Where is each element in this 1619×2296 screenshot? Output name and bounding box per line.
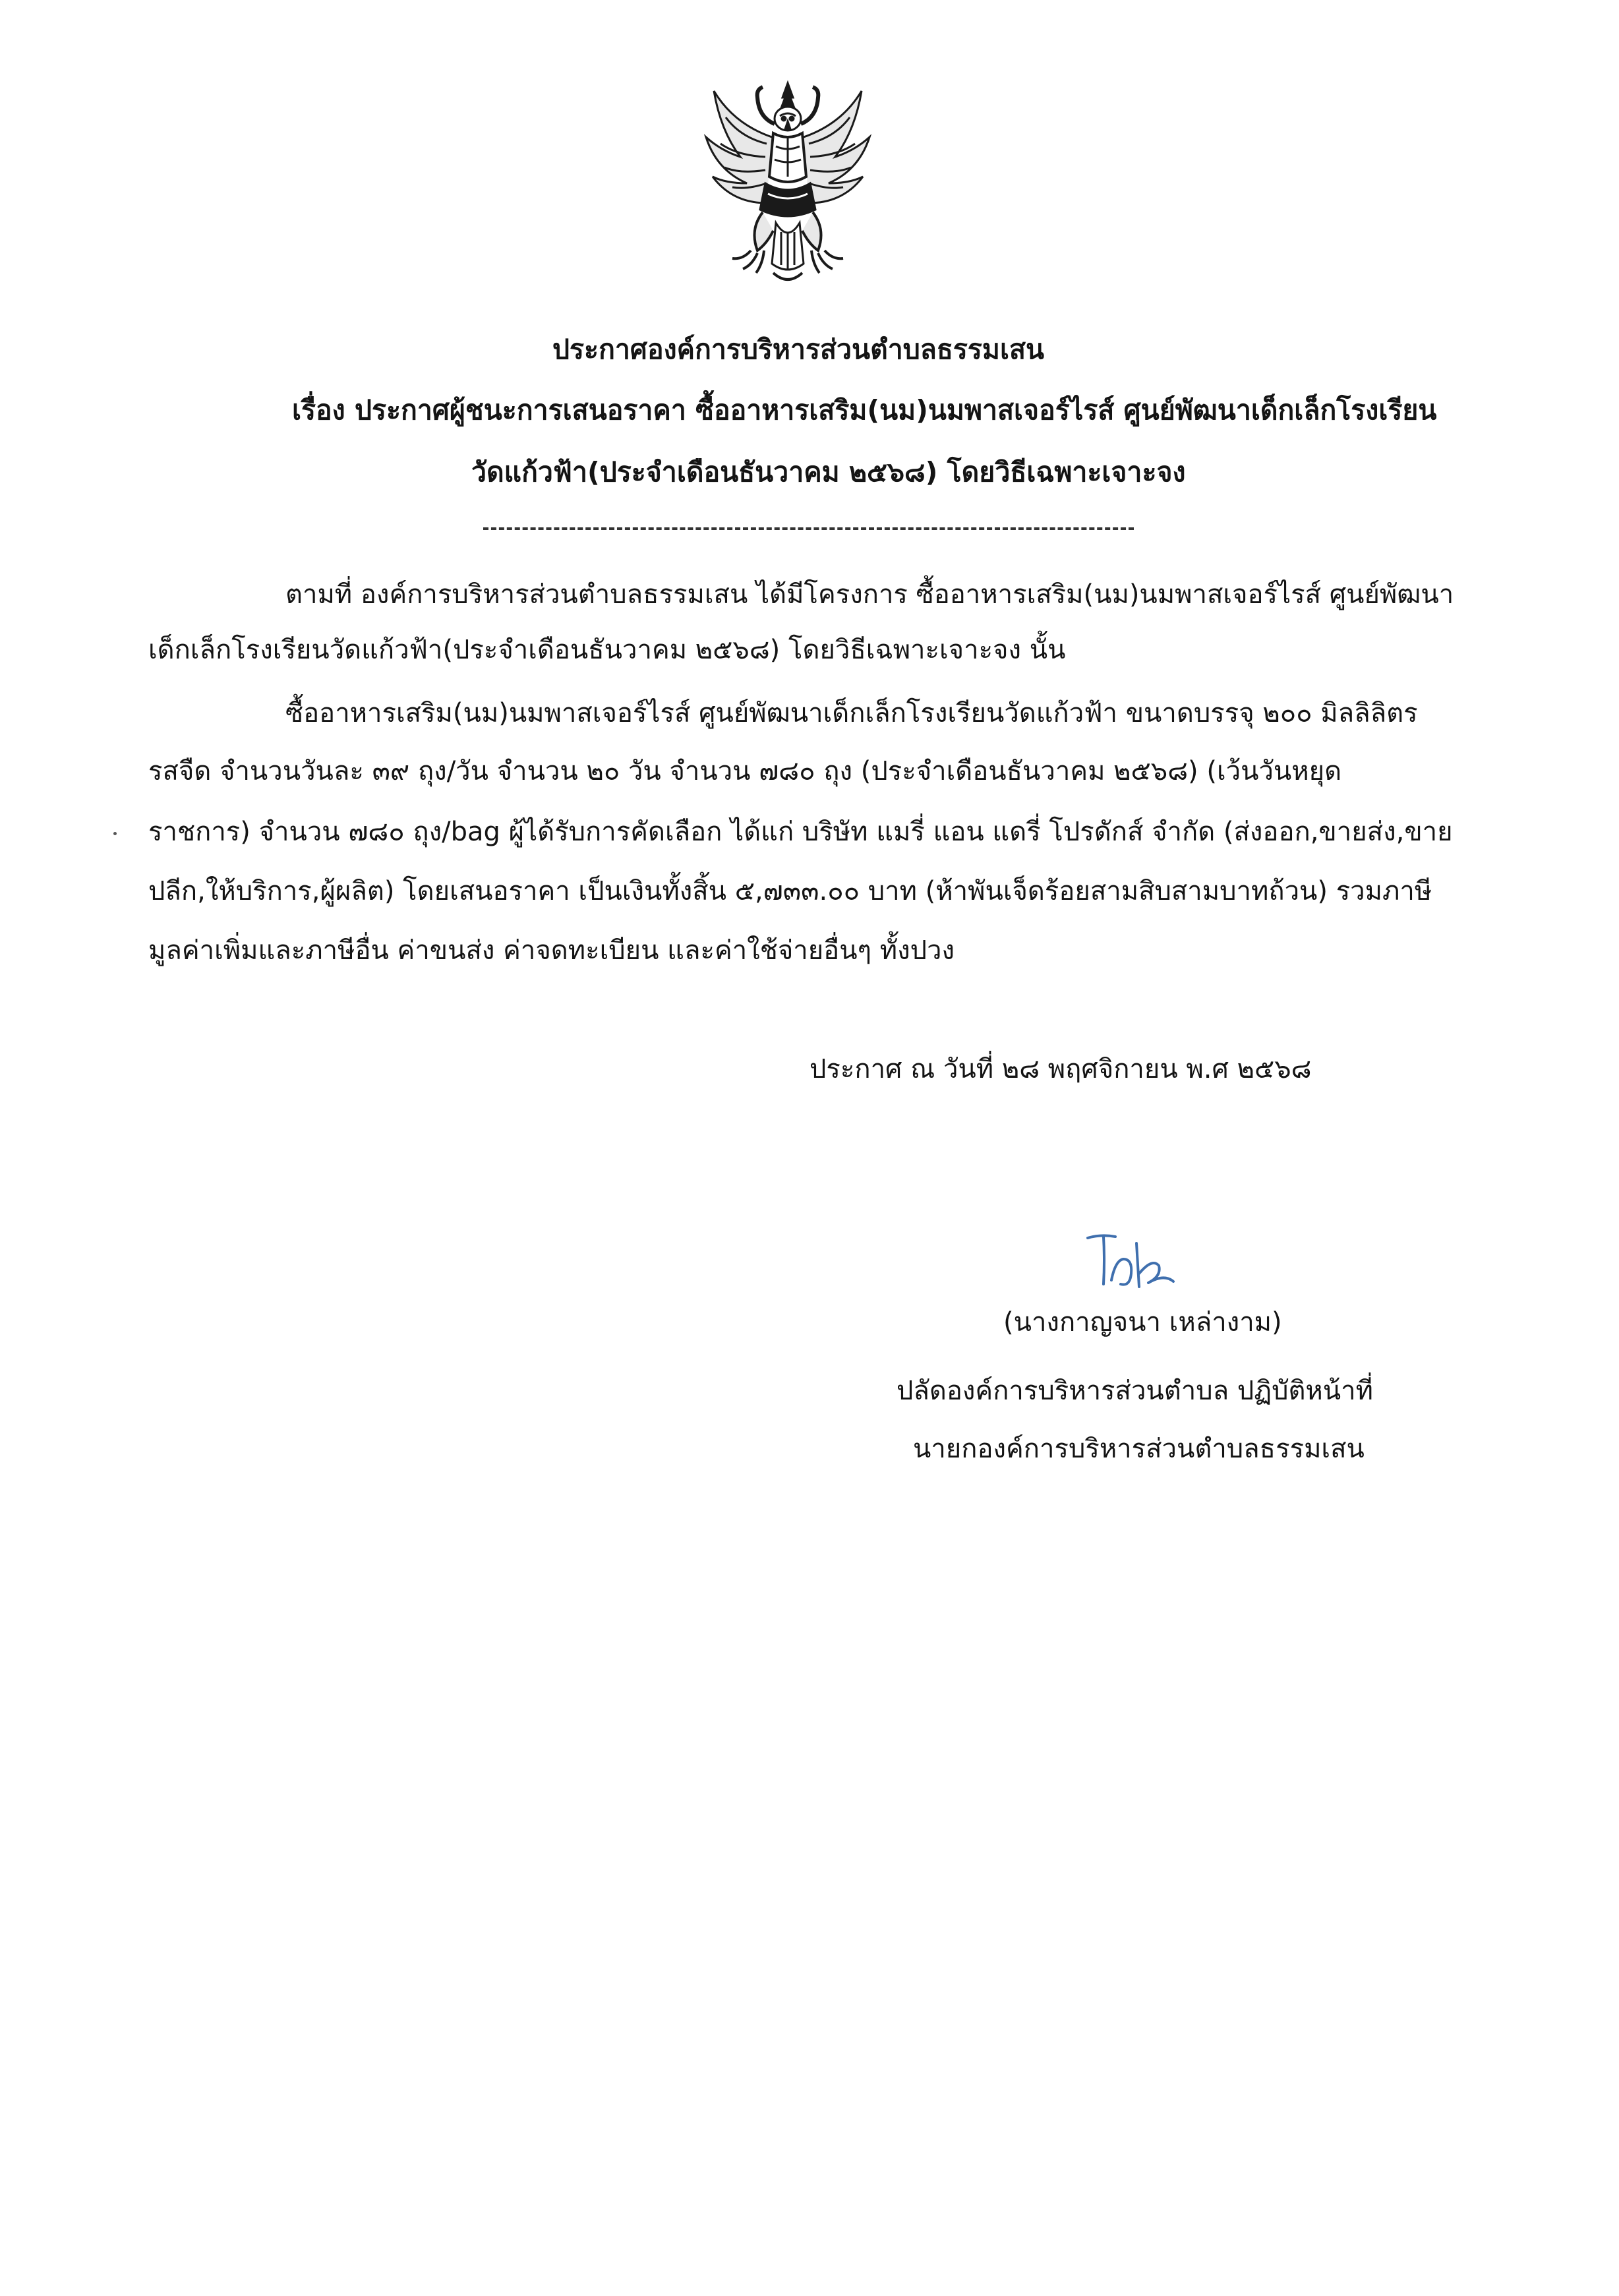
paragraph-1-line-2: เด็กเล็กโรงเรียนวัดแก้วฟ้า(ประจำเดือนธันวาคม ๒๕๖๘) โดยวิธีเฉพาะเจาะจง นั้น (148, 635, 1066, 665)
scan-speck (113, 832, 117, 835)
signatory-name: (นางกาญจนา เหล่างาม) (1003, 1307, 1282, 1338)
announcement-subject-line-2: วัดแก้วฟ้า(ประจำเดือนธันวาคม ๒๕๖๘) โดยวิธีเฉพาะเจาะจง (471, 456, 1186, 488)
header-divider (483, 527, 1134, 530)
paragraph-2-line-2: รสจืด จำนวนวันละ ๓๙ ถุง/วัน จำนวน ๒๐ วัน จำนวน ๗๘๐ ถุง (ประจำเดือนธันวาคม ๒๕๖๘) (เว้นวันหยุด (148, 756, 1342, 786)
paragraph-2-line-5: มูลค่าเพิ่มและภาษีอื่น ค่าขนส่ง ค่าจดทะเบียน และค่าใช้จ่ายอื่นๆ ทั้งปวง (148, 935, 955, 966)
announcement-date: ประกาศ ณ วันที่ ๒๘ พฤศจิกายน พ.ศ ๒๕๖๘ (810, 1054, 1312, 1084)
signatory-position-line-1: ปลัดองค์การบริหารส่วนตำบล ปฏิบัติหน้าที่ (897, 1376, 1373, 1406)
handwritten-signature (1074, 1227, 1206, 1300)
paragraph-1-line-1: ตามที่ องค์การบริหารส่วนตำบลธรรมเสน ได้มีโครงการ ซื้ออาหารเสริม(นม)นมพาสเจอร์ไรส์ ศูนย์พัฒนา (285, 579, 1454, 610)
paragraph-2-line-3: ราชการ) จำนวน ๗๘๐ ถุง/bag ผู้ได้รับการคัดเลือก ได้แก่ บริษัท แมรี่ แอน แดรี่ โปรดักส์ จำกัด (ส่งออก,ขายส่ง,ขาย (148, 817, 1453, 847)
paragraph-2-line-1: ซื้ออาหารเสริม(นม)นมพาสเจอร์ไรส์ ศูนย์พัฒนาเด็กเล็กโรงเรียนวัดแก้วฟ้า ขนาดบรรจุ ๒๐๐ มิลลิลิตร (285, 698, 1418, 728)
announcement-subject-line-1: เรื่อง ประกาศผู้ชนะการเสนอราคา ซื้ออาหารเสริม(นม)นมพาสเจอร์ไรส์ ศูนย์พัฒนาเด็กเล็กโรงเรียน (292, 394, 1437, 426)
announcement-org-title: ประกาศองค์การบริหารส่วนตำบลธรรมเสน (552, 334, 1045, 365)
signatory-position-line-2: นายกองค์การบริหารส่วนตำบลธรรมเสน (913, 1434, 1365, 1464)
garuda-emblem-icon (694, 78, 881, 290)
paragraph-2-line-4: ปลีก,ให้บริการ,ผู้ผลิต) โดยเสนอราคา เป็นเงินทั้งสิ้น ๕,๗๓๓.๐๐ บาท (ห้าพันเจ็ดร้อยสามสิบสามบาทถ้วน) รวมภาษี (148, 876, 1432, 906)
